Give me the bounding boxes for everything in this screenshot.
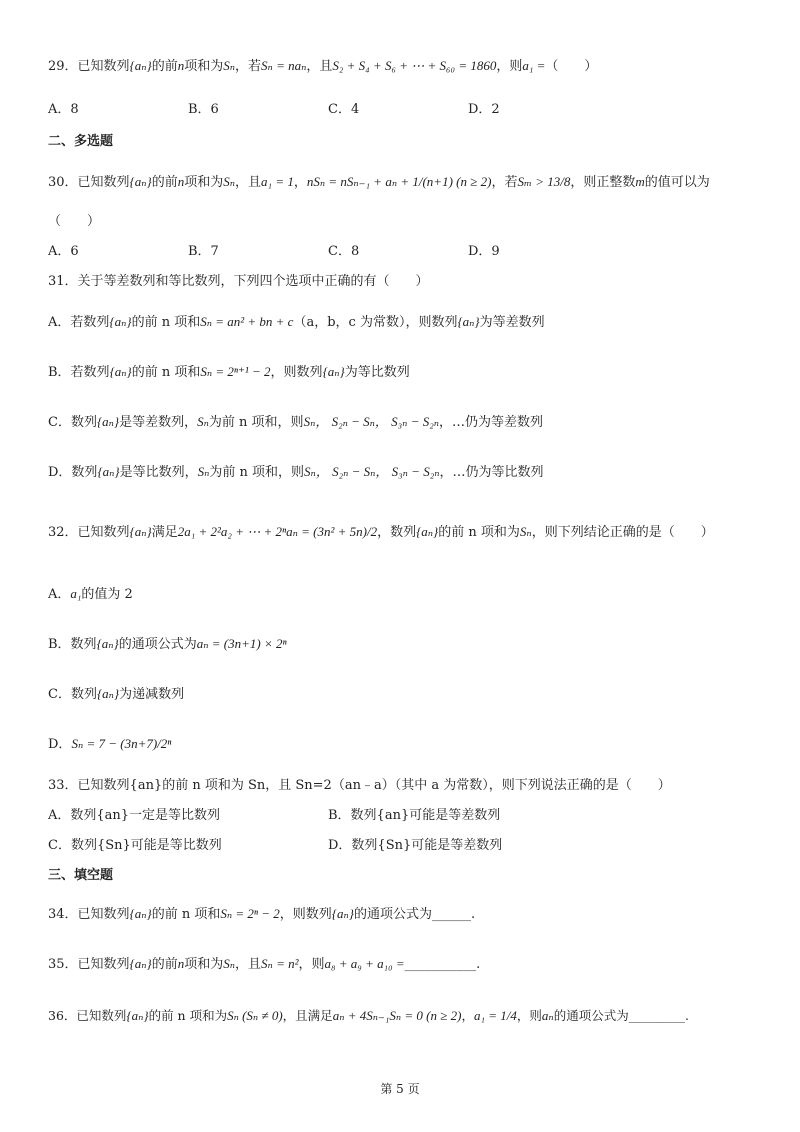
q30-option-a: A．6	[48, 244, 79, 259]
section-multiple-choice: 二、多选题	[48, 134, 114, 149]
section-fill-in: 三、填空题	[48, 868, 114, 883]
q33-stem: 33．已知数列{an}的前 n 项和为 Sn，且 Sn=2（an﹣a）（其中 a 为常数），则下列说法正确的是（ ）	[48, 778, 671, 793]
q30-stem: 30．已知数列{aₙ}的前n项和为Sₙ，且a₁ = 1，nSₙ = nSₙ₋₁ + aₙ + 1/(n+1) (n ≥ 2)，若Sₘ > 13/8，则正整数m的值可以为	[48, 174, 710, 190]
q29-stem: 29．已知数列{aₙ}的前n项和为Sₙ，若Sₙ = naₙ，且S₂ + S₄ + S₆ + ⋯ + S₆₀ = 1860，则a₁ =（ ）	[48, 58, 598, 74]
q32-stem: 32．已知数列{aₙ}满足2a₁ + 2²a₂ + ⋯ + 2ⁿaₙ = (3n² + 5n)/2，数列{aₙ}的前 n 项和为Sₙ，则下列结论正确的是（ ）	[48, 524, 714, 540]
q31-option-d: D．数列{aₙ}是等比数列，Sₙ为前 n 项和，则Sₙ， S₂ₙ − Sₙ， S₃ₙ − S₂ₙ，…仍为等比数列	[48, 464, 544, 480]
q30-option-b: B．7	[188, 244, 219, 259]
q29-option-a: A．8	[48, 102, 79, 117]
q30-option-d: D．9	[468, 244, 500, 259]
q34-stem: 34．已知数列{aₙ}的前 n 项和Sₙ = 2ⁿ − 2，则数列{aₙ}的通项公式为______.	[48, 906, 476, 922]
q33-option-d: D．数列{Sn}可能是等差数列	[328, 838, 503, 853]
q36-stem: 36．已知数列{aₙ}的前 n 项和为Sₙ (Sₙ ≠ 0)，且满足aₙ + 4Sₙ₋₁Sₙ = 0 (n ≥ 2)，a₁ = 1/4，则aₙ的通项公式为_________.	[48, 1008, 689, 1023]
q31-option-b: B．若数列{aₙ}的前 n 项和Sₙ = 2ⁿ⁺¹ − 2，则数列{aₙ}为等比数列	[48, 364, 410, 380]
q29-option-c: C．4	[328, 102, 360, 117]
q33-option-a: A．数列{an}一定是等比数列	[48, 808, 221, 823]
page-number: 第 5 页	[380, 1082, 420, 1096]
q35-stem: 35．已知数列{aₙ}的前n项和为Sₙ，且Sₙ = n²，则a₈ + a₉ + a₁₀ =___________.	[48, 956, 481, 972]
q29-option-b: B．6	[188, 102, 219, 117]
q31-stem: 31．关于等差数列和等比数列，下列四个选项中正确的有（ ）	[48, 274, 429, 289]
q30-paren: （ ）	[48, 214, 101, 229]
q29-option-d: D．2	[468, 102, 500, 117]
q31-option-c: C．数列{aₙ}是等差数列，Sₙ为前 n 项和，则Sₙ， S₂ₙ − Sₙ， S₃ₙ − S₂ₙ，…仍为等差数列	[48, 414, 544, 430]
q32-option-a: A．a₁的值为 2	[48, 586, 133, 602]
q30-option-c: C．8	[328, 244, 360, 259]
q31-option-a: A．若数列{aₙ}的前 n 项和Sₙ = an² + bn + c（a，b，c 为常数），则数列{aₙ}为等差数列	[48, 314, 545, 330]
q33-option-b: B．数列{an}可能是等差数列	[328, 808, 501, 823]
q32-option-c: C．数列{aₙ}为递减数列	[48, 686, 185, 702]
q32-option-d: D．Sₙ = 7 − (3n+7)/2ⁿ	[48, 736, 172, 752]
q33-option-c: C．数列{Sn}可能是等比数列	[48, 838, 222, 853]
q32-option-b: B．数列{aₙ}的通项公式为aₙ = (3n+1) × 2ⁿ	[48, 636, 287, 652]
